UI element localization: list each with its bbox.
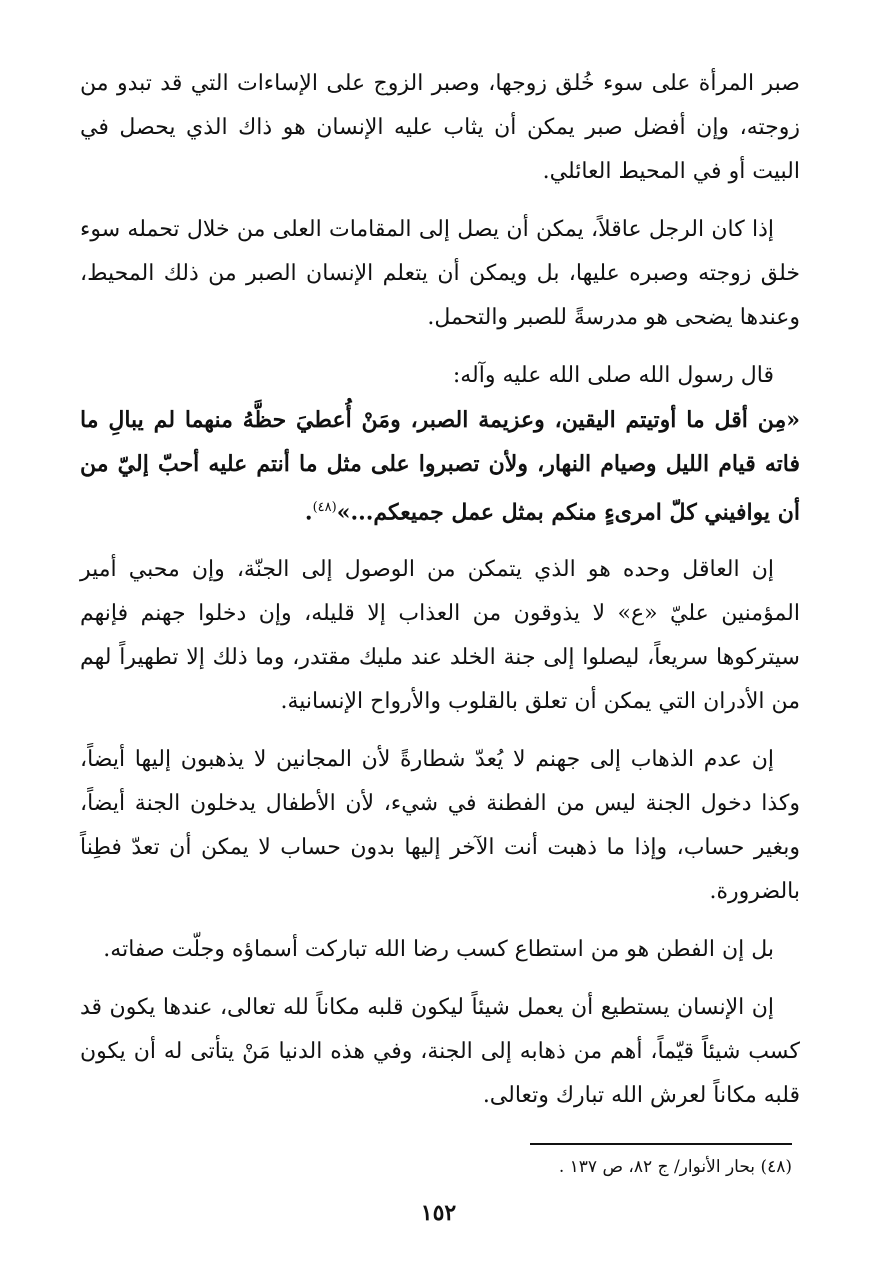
hadith-quote-text: «مِن أقل ما أوتيتم اليقين، وعزيمة الصبر، ومَنْ أُعطيَ حظَّهُ منهما لم يبالِ ما فاته قيام الليل وصيام النهار، ولأن تصبروا على مثل ما أنتم عليه أحبّ إليّ من أن يوافيني كلّ امرىءٍ منكم بمثل عمل جميعكم...» bbox=[80, 407, 800, 526]
paragraph-2: إذا كان الرجل عاقلاً، يمكن أن يصل إلى المقامات العلى من خلال تحمله سوء خلق زوجته وصبره عليها، بل ويمكن أن يتعلم الإنسان الصبر من ذلك المحيط، وعندها يضحى هو مدرسةً للصبر والتحمل. bbox=[80, 217, 800, 330]
paragraph-6: بل إن الفطن هو من استطاع كسب رضا الله تباركت أسماؤه وجلّت صفاته. bbox=[103, 937, 774, 963]
hadith-quote-end: . bbox=[304, 499, 313, 526]
footnote-divider bbox=[530, 1143, 792, 1145]
hadith-quote bbox=[80, 398, 800, 534]
paragraph-7: إن الإنسان يستطيع أن يعمل شيئاً ليكون قلبه مكاناً لله تعالى، عندها يكون قد كسب شيئاً قيّماً، أهم من ذهابه إلى الجنة، وفي هذه الدنيا مَنْ يتأتى له أن يكون قلبه مكاناً لعرش الله تبارك وتعالى. bbox=[80, 995, 800, 1109]
hadith-intro: قال رسول الله صلى الله عليه وآله: bbox=[452, 363, 774, 388]
paragraph-4: إن العاقل وحده هو الذي يتمكن من الوصول إلى الجنّة، وإن محبي أمير المؤمنين عليّ «ع» لا يذوقون من العذاب إلا قليله، وإن دخلوا جهنم فإنهم سيتركوها سريعاً، ليصلوا إلى جنة الخلد عند مليك مقتدر، وما ذلك إلا تطهيراً لهم من الأدران التي يمكن أن تعلق بالقلوب والأرواح الإنسانية. bbox=[80, 557, 800, 715]
footnote: (٤٨) بحار الأنوار/ ج ٨٢، ص ١٣٧ . bbox=[558, 1157, 792, 1177]
paragraph-1: صبر المرأة على سوء خُلق زوجها، وصبر الزوج على الإساءات التي قد تبدو من زوجته، وإن أفضل صبر يمكن أن يثاب عليه الإنسان هو ذاك الذي يحصل في البيت أو في المحيط العائلي. bbox=[80, 71, 800, 184]
footnote-reference: (٤٨) bbox=[312, 500, 337, 515]
paragraph-5: إن عدم الذهاب إلى جهنم لا يُعدّ شطارةً لأن المجانين لا يذهبون إليها أيضاً، وكذا دخول الجنة ليس من الفطنة في شيء، لأن الأطفال يدخلون الجنة أيضاً، وبغير حساب، وإذا ما ذهبت أنت الآخر إليها بدون حساب لا يمكن أن تعدّ فطِناً بالضرورة. bbox=[80, 747, 800, 905]
page-body bbox=[80, 62, 800, 1132]
page-number: ١٥٢ bbox=[420, 1200, 457, 1226]
